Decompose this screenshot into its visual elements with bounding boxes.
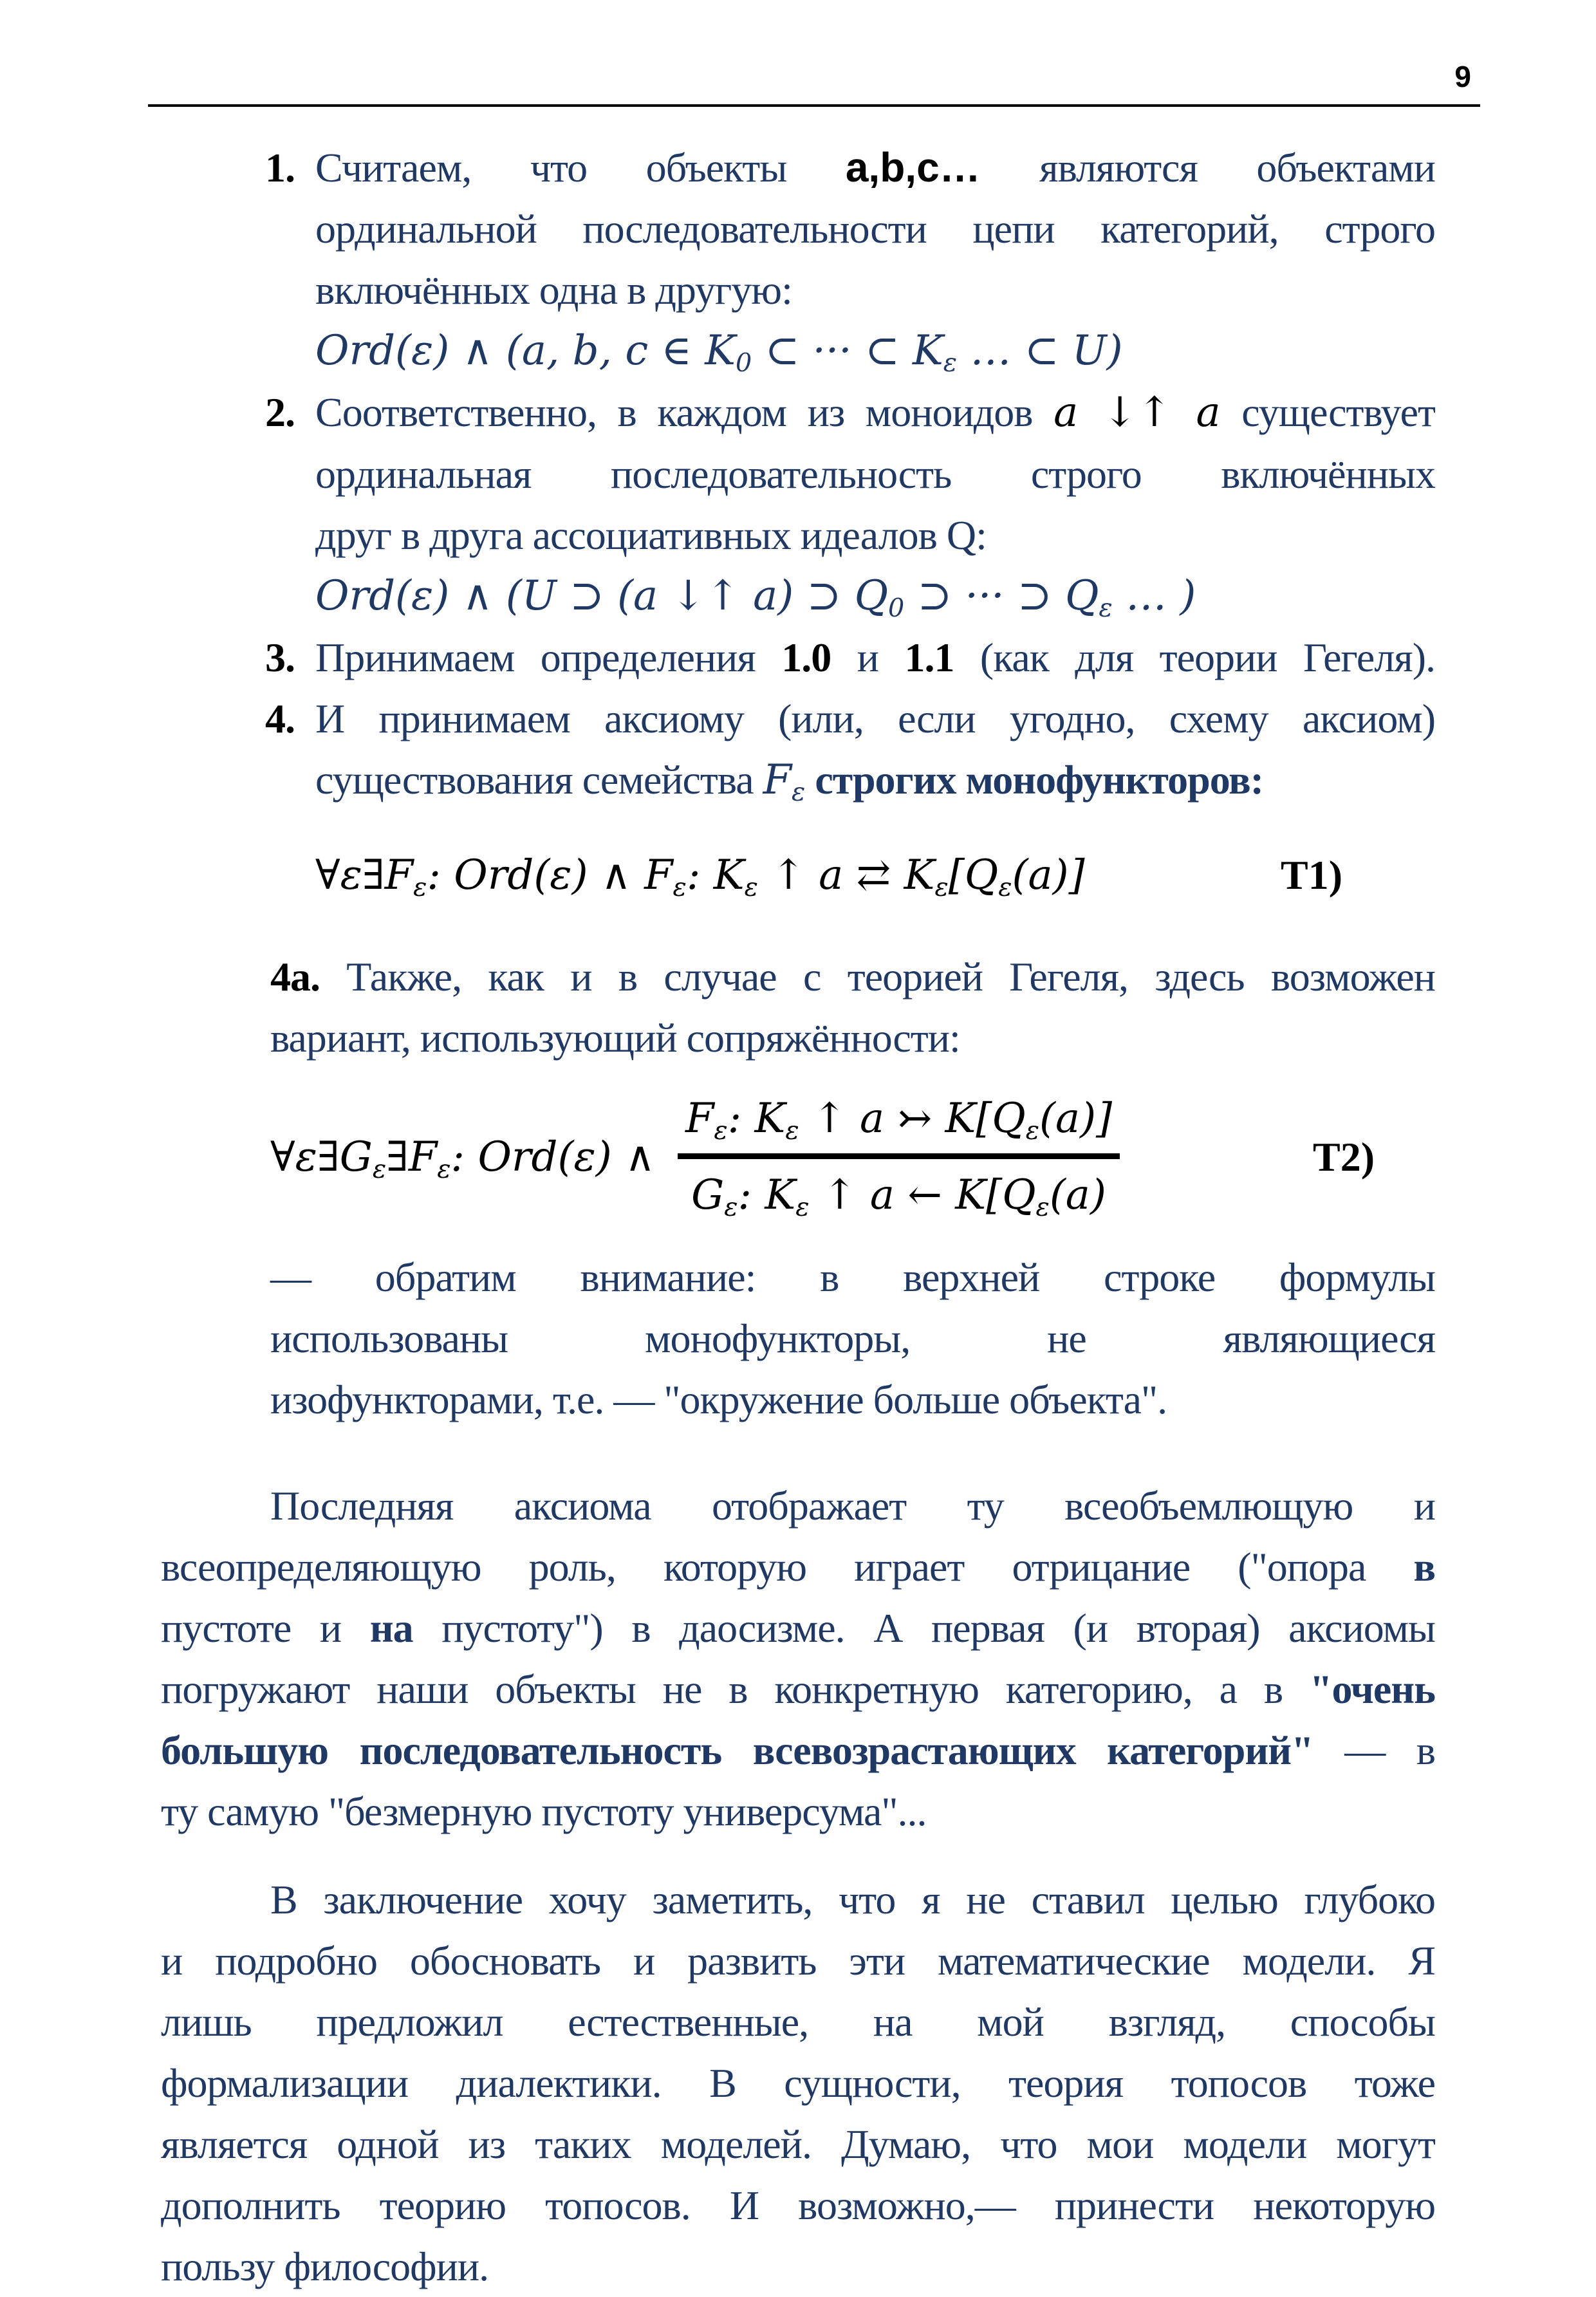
text-line: всеопределяющую роль, которую играет отрицание ("опора в xyxy=(161,1544,1435,1590)
text-line xyxy=(265,137,1436,198)
list-item-2 xyxy=(265,382,1436,627)
text-line xyxy=(265,382,1436,443)
text-line: ординальной последовательности цепи категорий, строго xyxy=(315,206,1435,252)
item-3-text: Принимаем определения xyxy=(315,635,782,680)
text-line xyxy=(265,627,1435,688)
formula-t1-row xyxy=(315,844,1435,906)
text-line: включённых одна в другую: xyxy=(315,267,792,313)
item-4-text: существования семейства xyxy=(315,757,763,803)
list-item-1 xyxy=(265,137,1436,382)
text-line xyxy=(270,946,1435,1007)
text-line: — обратим внимание: в верхней строке формулы xyxy=(270,1254,1435,1300)
paragraph-axiom xyxy=(161,1475,1435,1842)
text-line: друг в друга ассоциативных идеалов Q: xyxy=(315,512,987,558)
text-line: является одной из таких моделей. Думаю, что мои модели могут xyxy=(161,2121,1435,2167)
text-line: пользу философии. xyxy=(161,2244,489,2289)
item-4-marker: 4. xyxy=(265,696,295,741)
monoid-math: a ↓↑ a xyxy=(1053,389,1221,436)
item-4a-marker: 4a. xyxy=(270,954,320,1000)
bold-quote-continued: большую последовательность всевозрастающих категорий" xyxy=(161,1727,1313,1773)
bold-v: в xyxy=(1413,1544,1435,1590)
strict-monofunctors-bold: строгих монофункторов: xyxy=(805,757,1264,803)
bold-quote-start: "очень xyxy=(1309,1666,1435,1712)
item-1-text: Считаем, что объекты xyxy=(315,145,846,191)
item-3-text: и xyxy=(831,635,905,680)
item-1-objects-abc: a,b,c… xyxy=(845,144,981,191)
text-line: Последняя аксиома отображает ту всеобъемлющую и xyxy=(270,1483,1435,1529)
text-line: В заключение хочу заметить, что я не ставил целью глубоко xyxy=(270,1877,1435,1922)
text-line: пустоте и на пустоту") в даосизме. А первая (и вторая) аксиомы xyxy=(161,1605,1435,1651)
paragraph-conclusion xyxy=(161,1869,1435,2297)
text-line: дополнить теорию топосов. И возможно,— принести некоторую xyxy=(161,2182,1435,2228)
list-item-4 xyxy=(265,688,1435,811)
t1-label: Т1) xyxy=(1281,852,1342,898)
formula-t2-row xyxy=(270,1086,1435,1227)
item-1-text: являются объектами xyxy=(980,145,1436,191)
text-line xyxy=(315,749,1435,811)
fraction-bar xyxy=(678,1153,1120,1159)
paragraph-4a xyxy=(270,946,1435,1068)
text-line xyxy=(265,688,1435,749)
definition-1-0: 1.0 xyxy=(781,635,831,680)
formula-t1: $\forall\varepsilon\exists F_\varepsilon$: Ord(ε) ∧ $F_\varepsilon$: $K_\varepsilon$ ↑ a ⇄ $K_\varepsilon[Q_\varepsilon(a)]$ xyxy=(315,851,1085,903)
text-line: большую последовательность всевозрастающих категорий" — в xyxy=(161,1727,1436,1773)
text-line: изофункторами, т.е. — "окружение больше объекта". xyxy=(270,1377,1167,1422)
text-line: вариант, использующий сопряжённости: xyxy=(270,1015,960,1061)
item-2-text: Соответственно, в каждом из моноидов xyxy=(315,389,1054,435)
formula-q-chain: Ord(ε) ∧ (U ⊃ (a ↓↑ a) ⊃ $Q_0$ ⊃ ··· ⊃ $Q_\varepsilon$ … ) xyxy=(315,572,1196,624)
item-2-text: существует xyxy=(1220,389,1436,435)
item-2-marker: 2. xyxy=(265,389,295,435)
item-1-marker: 1. xyxy=(265,145,295,191)
item-3-marker: 3. xyxy=(265,635,295,680)
text-line: лишь предложил естественные, на мой взгляд, способы xyxy=(161,1999,1435,2045)
text-line: ординальная последовательность строго включённых xyxy=(315,451,1435,497)
page-number: 9 xyxy=(1454,60,1471,93)
item-3-text: (как для теории Гегеля). xyxy=(954,635,1435,680)
text-line: использованы монофункторы, не являющиеся xyxy=(270,1316,1435,1361)
definition-1-1: 1.1 xyxy=(904,635,954,680)
paragraph-note xyxy=(270,1247,1435,1430)
page-content xyxy=(161,137,1435,2297)
t2-denominator: $G_\varepsilon$: $K_\varepsilon$ ↑ a ← $K[Q_\varepsilon(a)$ xyxy=(691,1171,1106,1223)
header-rule xyxy=(148,104,1480,107)
t2-numerator: $F_\varepsilon$: $K_\varepsilon$ ↑ a ↣ $K[Q_\varepsilon(a)]$ xyxy=(685,1095,1113,1146)
formula-t2-left: $\forall\varepsilon\exists G_\varepsilon\exists F_\varepsilon$: Ord(ε) ∧ xyxy=(270,1133,655,1184)
formula-k-chain: Ord(ε) ∧ (a, b, c ∈ $K_0$ ⊂ ··· ⊂ $K_\varepsilon$ … ⊂ U) xyxy=(315,327,1123,378)
text-line: и подробно обосновать и развить эти математические модели. Я xyxy=(161,1938,1435,1984)
text-line: формализации диалектики. В сущности, теория топосов тоже xyxy=(161,2060,1435,2106)
text-line: погружают наши объекты не в конкретную категорию, а в "очень xyxy=(161,1666,1435,1712)
family-F-math: $F_\varepsilon$ xyxy=(763,756,806,808)
bold-na: на xyxy=(369,1605,413,1651)
item-4a-text: Также, как и в случае с теорией Гегеля, здесь возможен xyxy=(320,954,1435,1000)
item-4-text: И принимаем аксиому (или, если угодно, схему аксиом) xyxy=(315,696,1435,741)
t2-fraction xyxy=(678,1086,1120,1227)
t2-label: Т2) xyxy=(1313,1133,1375,1180)
text-line: ту самую "безмерную пустоту универсума"... xyxy=(161,1789,927,1834)
list-item-3 xyxy=(265,627,1435,688)
